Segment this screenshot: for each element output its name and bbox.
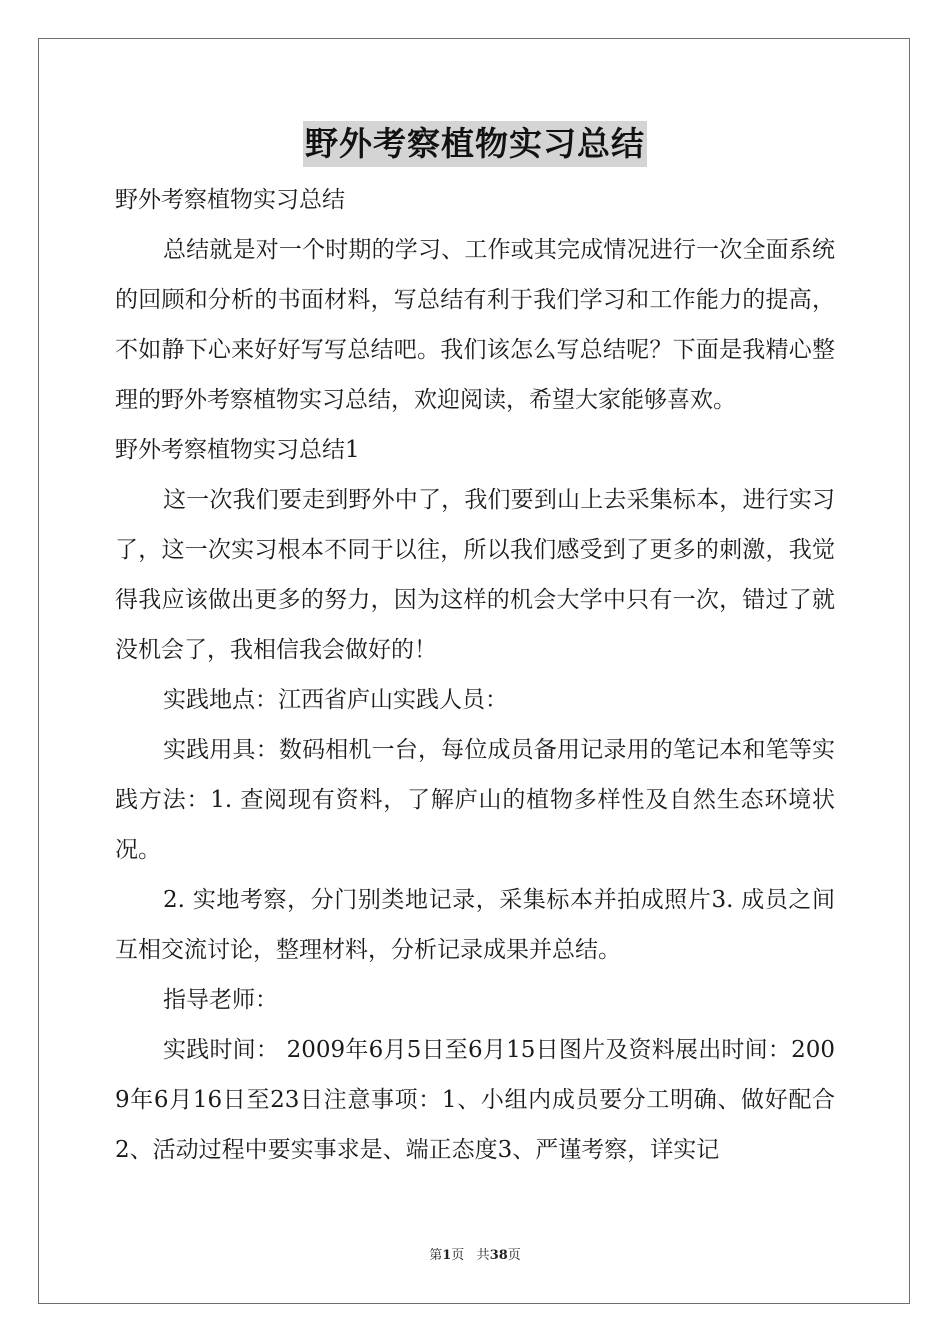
paragraph: 野外考察植物实习总结1: [115, 437, 360, 463]
document-body: [115, 121, 835, 1175]
paragraph: 2. 实地考察，分门别类地记录，采集标本并拍成照片3. 成员之间互相交流讨论，整理材料，分析记录成果并总结。: [115, 887, 835, 963]
page-prefix: 第: [429, 1248, 443, 1263]
page-suffix: 页: [451, 1248, 465, 1263]
document-title: 野外考察植物实习总结: [303, 121, 647, 167]
page-footer: [0, 1244, 950, 1263]
total-pages: 38: [489, 1248, 508, 1263]
title-row: [115, 121, 835, 171]
paragraph: 野外考察植物实习总结: [115, 187, 345, 213]
total-suffix: 页: [507, 1248, 521, 1263]
paragraph: 这一次我们要走到野外中了，我们要到山上去采集标本，进行实习了，这一次实习根本不同于以往，所以我们感受到了更多的刺激，我觉得我应该做出更多的努力，因为这样的机会大学中只有一次，错过了就没机会了，我相信我会做好的！: [115, 487, 835, 663]
paragraph: 实践时间： 2009年6月5日至6月15日图片及资料展出时间：2009年6月16日至23日注意事项：1、小组内成员要分工明确、做好配合2、活动过程中要实事求是、端正态度3、严谨考察，详实记: [115, 1037, 835, 1163]
page-number: 1: [442, 1248, 452, 1263]
paragraph: 总结就是对一个时期的学习、工作或其完成情况进行一次全面系统的回顾和分析的书面材料，写总结有利于我们学习和工作能力的提高，不如静下心来好好写写总结吧。我们该怎么写总结呢？下面是我精心整理的野外考察植物实习总结，欢迎阅读，希望大家能够喜欢。: [115, 237, 835, 413]
paragraph: 实践用具：数码相机一台，每位成员备用记录用的笔记本和笔等实践方法：1. 查阅现有资料，了解庐山的植物多样性及自然生态环境状况。: [115, 737, 835, 863]
paragraph: 实践地点：江西省庐山实践人员：: [163, 687, 508, 713]
paragraph: 指导老师：: [163, 987, 278, 1013]
paragraph-list: [115, 175, 835, 1175]
total-prefix: 共: [476, 1248, 490, 1263]
